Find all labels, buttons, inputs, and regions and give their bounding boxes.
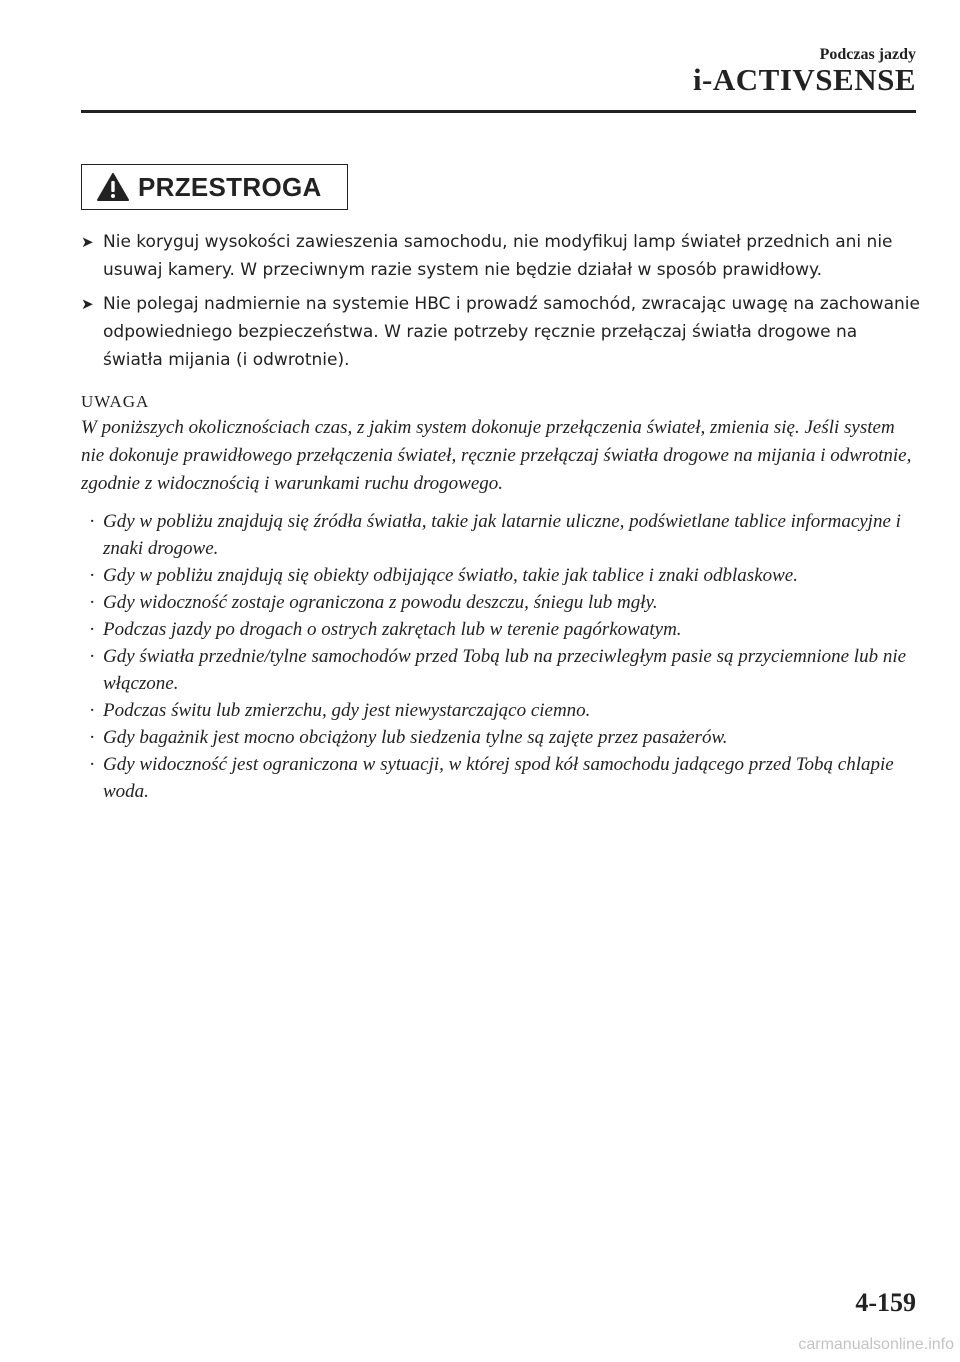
header-rule: [81, 110, 916, 113]
chapter-title: i-ACTIVSENSE: [692, 62, 916, 97]
section-title: Podczas jazdy: [819, 46, 916, 63]
caution-list: [81, 228, 921, 380]
note-item: [81, 697, 921, 724]
arrow-bullet-icon: ➤: [81, 233, 94, 251]
arrow-bullet-icon: ➤: [81, 295, 94, 313]
note-item: [81, 616, 921, 643]
note-item-text: Podczas jazdy po drogach o ostrych zakrętach lub w terenie pagórkowatym.: [103, 619, 682, 640]
caution-label: PRZESTROGA: [138, 171, 322, 202]
note-list: [81, 508, 921, 805]
note-item: [81, 508, 921, 562]
note-item-text: Gdy w pobliżu znajdują się obiekty odbijające światło, takie jak tablice i znaki odblaskowe.: [103, 565, 798, 586]
note-text: W poniższych okolicznościach czas, z jakim system dokonuje przełączenia świateł, zmienia się. Jeśli system nie dokonuje prawidłowego przełączenia świateł, ręcznie przełączaj światła drogowe na mijania i odwrotnie, zgodnie z widocznością i warunkami ruchu drogowego.: [81, 417, 912, 494]
note-item-text: Gdy widoczność jest ograniczona w sytuacji, w której spod kół samochodu jadącego przed Tobą chlapie woda.: [103, 754, 894, 802]
note-item-text: Podczas świtu lub zmierzchu, gdy jest niewystarczająco ciemno.: [103, 700, 591, 721]
caution-item: [81, 228, 921, 284]
note-item: [81, 724, 921, 751]
bullet-dot-icon: ·: [89, 619, 96, 640]
bullet-dot-icon: ·: [89, 565, 96, 586]
bullet-dot-icon: ·: [89, 646, 96, 667]
bullet-dot-icon: ·: [89, 592, 96, 613]
bullet-dot-icon: ·: [89, 511, 96, 532]
warning-triangle-icon: [96, 172, 130, 202]
caution-item-text: Nie polegaj nadmiernie na systemie HBC i prowadź samochód, zwracając uwagę na zachowanie odpowiedniego bezpieczeństwa. W razie potrzeby ręcznie przełączaj światła drogowe na światła mijania (i odwrotnie).: [103, 294, 920, 370]
note-item-text: Gdy w pobliżu znajdują się źródła światła, takie jak latarnie uliczne, podświetlane tablice informacyjne i znaki drogowe.: [103, 511, 901, 559]
note-title: UWAGA: [81, 392, 150, 411]
note-item: [81, 589, 921, 616]
page-number: 4-159: [855, 1288, 916, 1317]
note-item: [81, 643, 921, 697]
note-item: [81, 751, 921, 805]
caution-box: [81, 164, 348, 210]
note-item-text: Gdy widoczność zostaje ograniczona z powodu deszczu, śniegu lub mgły.: [103, 592, 658, 613]
caution-item-text: Nie koryguj wysokości zawieszenia samochodu, nie modyfikuj lamp świateł przednich ani nie usuwaj kamery. W przeciwnym razie system nie będzie działał w sposób prawidłowy.: [103, 232, 893, 280]
note-item: [81, 562, 921, 589]
note-item-text: Gdy światła przednie/tylne samochodów przed Tobą lub na przeciwległym pasie są przyciemnione lub nie włączone.: [103, 646, 907, 694]
caution-item: [81, 290, 921, 374]
note-item-text: Gdy bagażnik jest mocno obciążony lub siedzenia tylne są zajęte przez pasażerów.: [103, 727, 728, 748]
watermark: carmanualsonline.info: [798, 1336, 954, 1353]
bullet-dot-icon: ·: [89, 754, 96, 775]
bullet-dot-icon: ·: [89, 700, 96, 721]
bullet-dot-icon: ·: [89, 727, 96, 748]
